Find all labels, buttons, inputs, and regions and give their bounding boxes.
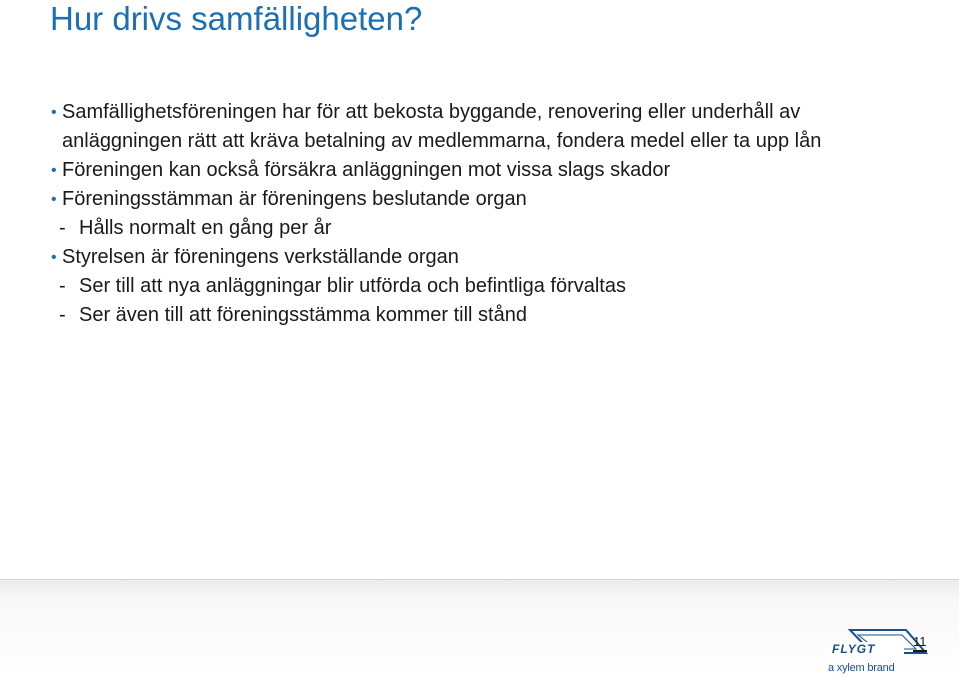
bullet-text: Samfällighetsföreningen har för att bekosta byggande, renovering eller underhåll av anläggningen rätt att kräva betalning av medlemmarna, fondera medel eller ta upp lån [62,101,822,152]
bullet-icon: • [51,249,57,266]
bullet-icon: • [51,162,57,179]
bullet-icon: • [51,104,57,121]
logo-tagline: a xylem brand [828,662,895,674]
bullet-item [51,243,931,272]
sub-bullet-text: Ser till att nya anläggningar blir utförda och befintliga förvaltas [79,275,626,297]
slide-title: Hur drivs samfälligheten? [50,0,423,37]
sub-bullet-item [51,272,931,301]
bullet-text: Styrelsen är föreningens verkställande organ [62,246,459,268]
svg-text:FLYGT: FLYGT [832,642,876,656]
sub-bullet-item [51,301,931,330]
bullet-icon: • [51,191,57,208]
bullet-text: Föreningen kan också försäkra anläggningen mot vissa slags skador [62,159,671,181]
sub-bullet-text: Hålls normalt en gång per år [79,217,332,239]
dash-icon: - [59,304,66,326]
slide-footer [0,579,959,679]
page-number: 11 [913,634,927,652]
dash-icon: - [59,275,66,297]
slide-body [51,98,931,330]
sub-bullet-item [51,214,931,243]
bullet-text: Föreningsstämman är föreningens beslutande organ [62,188,527,210]
sub-bullet-text: Ser även till att föreningsstämma kommer till stånd [79,304,527,326]
dash-icon: - [59,217,66,239]
bullet-item [51,185,931,214]
bullet-item [51,156,931,185]
bullet-item [51,98,841,156]
